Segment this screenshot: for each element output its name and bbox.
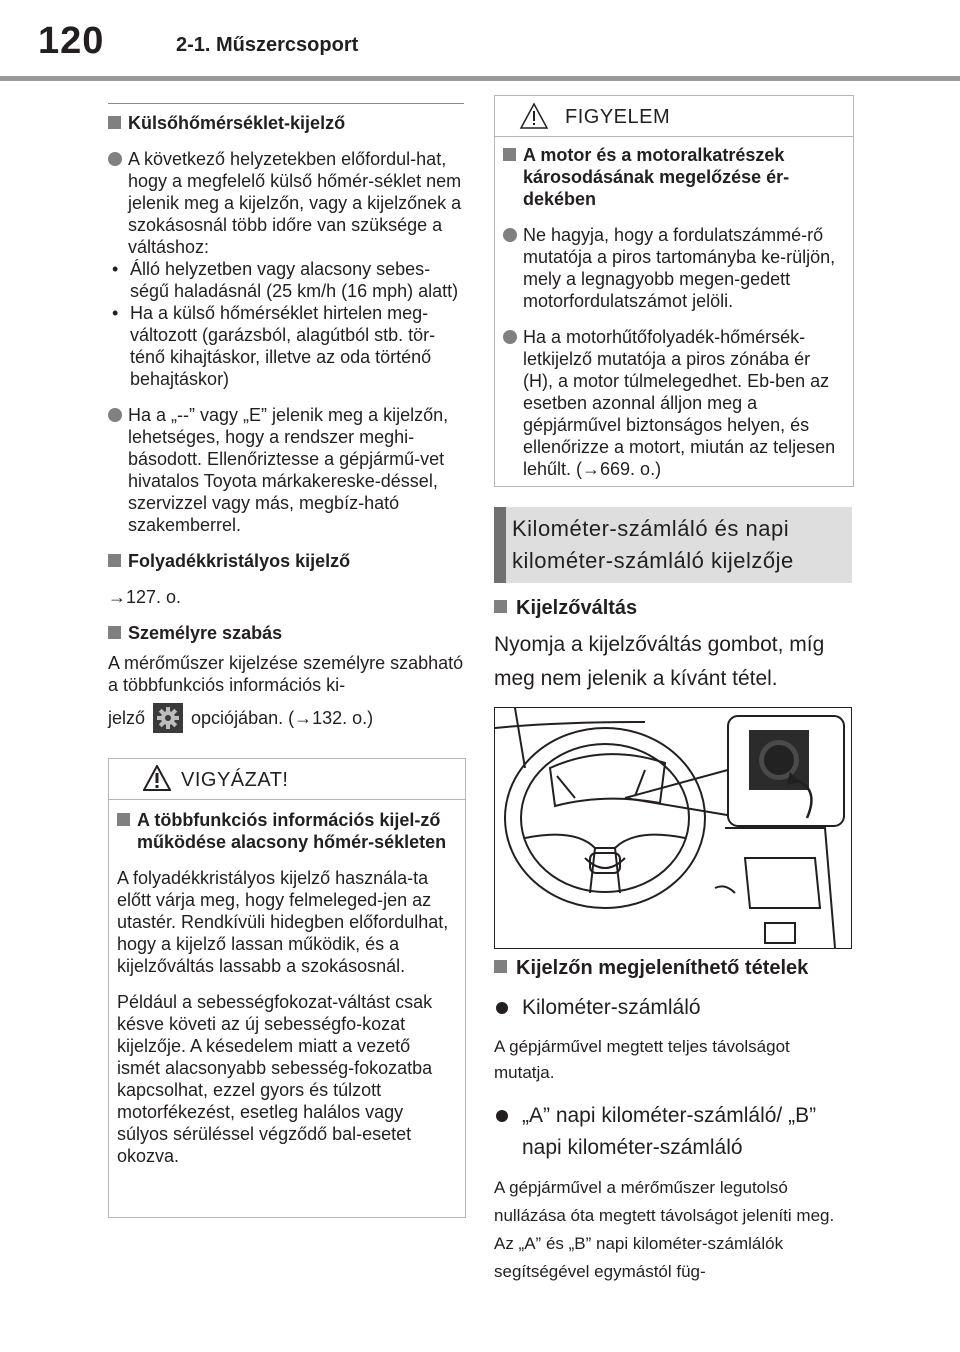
lcd-heading: Folyadékkristályos kijelző: [108, 550, 464, 572]
custom-text: A mérőműszer kijelzése személyre szabható a többfunkciós információs ki-: [108, 653, 464, 695]
notice-title-bar: [495, 96, 853, 137]
notice-title: FIGYELEM: [565, 106, 671, 128]
header-rule: [0, 76, 960, 81]
caution-triangle-icon: [519, 102, 549, 130]
custom-heading: Személyre szabás: [108, 622, 464, 644]
caution-body: [117, 809, 453, 1167]
items-section: [494, 956, 852, 1286]
bullet-text: A következő helyzetekben előfordul-hat, hogy a megfelelő külső hőmér-séklet nem jelenik meg a kijelzőn, vagy a kijelzőnek a szokásosnál több időre van szüksége a váltáshoz:: [128, 149, 462, 257]
outside-temp-heading: Külsőhőmérséklet-kijelző: [108, 112, 464, 134]
bullet-text: Ne hagyja, hogy a fordulatszámmé-rő mutatója a piros tartományba ke-rüljön, mely a legnagyobb megen-gedett motorfordulatszámot jelöli.: [523, 225, 836, 311]
odometer-title: Kilométer-számláló: [522, 996, 701, 1019]
steering-wheel-illustration: [495, 708, 851, 948]
caution-box: [108, 758, 466, 1218]
outside-temp-sub-1: [108, 258, 464, 302]
outside-temp-bullet-2: [108, 404, 464, 536]
outside-temp-bullet-1: [108, 148, 464, 258]
items-heading: Kijelzőn megjeleníthető tételek: [494, 956, 852, 980]
custom-text-a: jelző: [108, 708, 146, 728]
switch-section: [494, 596, 852, 696]
switch-text: Nyomja a kijelzőváltás gombot, míg meg nem jelenik a kívánt tétel.: [494, 633, 825, 690]
notice-box: [494, 95, 854, 487]
page-header: [0, 0, 960, 78]
page-number: 120: [38, 20, 105, 62]
left-column: [108, 103, 464, 736]
trip-title-row: [494, 1100, 852, 1164]
bullet-text: Ha a motorhűtőfolyadék-hőmérsék-letkijelző mutatója a piros zónába ér (H), a motor túlmelegedhet. Eb-ben az esetben azonnal álljon meg a gépjárművel biztonságos helyen, és ellenőrizze a motort, miután az teljesen lehűlt. (→669. o.): [523, 327, 836, 479]
dashboard-illustration: [494, 707, 852, 949]
caution-title: VIGYÁZAT!: [181, 769, 289, 791]
notice-bullet-2: [503, 326, 843, 480]
trip-text: A gépjárművel a mérőműszer legutolsó nullázása óta megtett távolságot jeleníti meg. Az „A” és „B” napi kilométer-számlálók segítségével egymástól füg-: [494, 1178, 835, 1281]
trip-title: „A” napi kilométer-számláló/ „B” napi kilométer-számláló: [522, 1104, 817, 1159]
caution-para-1: A folyadékkristályos kijelző használa-ta előtt várja meg, hogy felmeleged-jen az utastér. Rendkívüli hidegben előfordulhat, hogy a kijelző lassan működik, és a kijelzőváltás lassabb a szokásosnál.: [117, 868, 449, 976]
bullet-text: Ha a „--” vagy „E” jelenik meg a kijelzőn, lehetséges, hogy a rendszer meghi-básodott. Ellenőriztesse a gépjármű-vet hivatalos Toyota márkakereske-déssel, szervizzel vagy más, megbíz-ható szakemberrel.: [128, 405, 449, 535]
lcd-reference: →127. o.: [108, 587, 182, 607]
sub-text: • Ha a külső hőmérséklet hirtelen meg-változott (garázsból, alagútból stb. tör-ténő kihajtáskor, illetve az oda történő behajtáskor): [130, 303, 436, 389]
odometer-title-row: [494, 992, 852, 1024]
switch-heading: Kijelzőváltás: [494, 596, 852, 620]
section-heading-band: [494, 507, 852, 583]
settings-gear-icon: [153, 703, 183, 733]
bullet-dot-icon: [496, 1110, 508, 1122]
caution-title-bar: [109, 759, 465, 800]
caution-heading: A többfunkciós információs kijel-ző működése alacsony hőmér-sékleten: [117, 809, 453, 853]
notice-heading: A motor és a motoralkatrészek károsodásának megelőzése ér-dekében: [503, 144, 843, 210]
notice-bullet-1: [503, 224, 843, 312]
section-heading: Kilométer-számláló és napi kilométer-számláló kijelzője: [512, 516, 794, 573]
caution-para-2: Például a sebességfokozat-váltást csak késve követi az új sebességfo-kozat kijelzője. A késedelem miatt a vezető ismét alacsonyabb sebesség-fokozatba kapcsolhat, ezzel gyors és túlzott motorfékezést, esetleg halálos vagy súlyos sérüléssel végződő bal-esetet okozva.: [117, 992, 433, 1166]
notice-body: [503, 144, 843, 480]
sub-text: • Álló helyzetben vagy alacsony sebes-ségű haladásnál (25 km/h (16 mph) alatt): [130, 259, 459, 301]
outside-temp-sub-2: [108, 302, 464, 390]
custom-text-line2: [108, 700, 464, 736]
warning-icon: [143, 765, 171, 791]
section-title: 2-1. Műszercsoport: [176, 34, 359, 56]
custom-text-b: opciójában. (→132. o.): [191, 708, 374, 728]
odometer-text: A gépjárművel megtett teljes távolságot mutatja.: [494, 1037, 790, 1082]
divider: [108, 103, 464, 104]
bullet-dot-icon: [496, 1002, 508, 1014]
